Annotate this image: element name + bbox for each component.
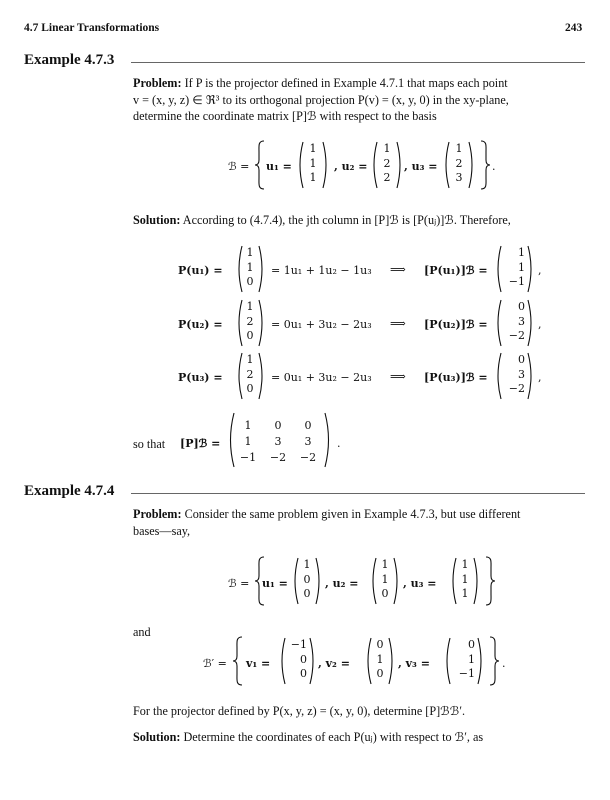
u2-vector: 1 2 2 <box>383 142 391 184</box>
u2-vector: 1 1 0 <box>381 558 389 600</box>
v2-vector: 0 1 0 <box>376 638 384 680</box>
paren-right <box>258 245 266 293</box>
coordinate-matrix: 1 0 0 1 3 3 −1 −2 −2 <box>239 419 317 464</box>
solution-text: According to (4.7.4), the jth column in [P]ℬ is [P(uⱼ)]ℬ. Therefore, <box>182 213 511 227</box>
paren-left <box>443 637 451 685</box>
paren-right <box>477 637 485 685</box>
paren-right <box>393 557 401 605</box>
paren-left <box>235 299 243 347</box>
solution-label: Solution: <box>133 213 181 227</box>
example-title: Example 4.7.3 <box>24 52 115 68</box>
implies-arrow: ⟹ <box>390 370 406 383</box>
row3-lhs: P(u₃) = <box>178 371 223 384</box>
u1-vector: 1 0 0 <box>303 558 311 600</box>
problem-label: Problem: <box>133 507 182 521</box>
row2-combination: = 0u₁ + 3u₂ − 2u₃ <box>271 318 372 331</box>
row3-combination: = 0u₁ + 3u₂ − 2u₃ <box>271 371 372 384</box>
paren-right <box>309 637 317 685</box>
row1-lhs: P(u₁) = <box>178 264 223 277</box>
problem-line-1: If P is the projector defined in Example 4.7.1 that maps each point <box>184 76 508 90</box>
paren-right <box>468 141 476 189</box>
solution-text: Determine the coordinates of each P(uⱼ) with respect to ℬ′, as <box>183 730 484 744</box>
v1-vector: −1 0 0 <box>290 638 307 680</box>
u1-label: u₁ = <box>266 160 292 173</box>
row3-rhs: [P(u₃)]ℬ = <box>424 371 488 384</box>
u3-vector: 1 2 3 <box>455 142 463 184</box>
matrix-lhs: [P]ℬ = <box>180 437 221 450</box>
row1-combination: = 1u₁ + 1u₂ − 1u₃ <box>271 264 372 277</box>
v3-vector: 0 1 −1 <box>458 638 475 680</box>
paren-right <box>258 352 266 400</box>
right-curly-brace <box>484 556 496 606</box>
implies-arrow: ⟹ <box>390 263 406 276</box>
v2-label: , v₂ = <box>318 657 350 670</box>
implies-arrow: ⟹ <box>390 317 406 330</box>
v3-label: , v₃ = <box>398 657 430 670</box>
basis-bprime-lhs: ℬ′ = <box>203 657 227 670</box>
problem-paragraph <box>133 506 588 539</box>
paren-left <box>364 637 372 685</box>
running-header-section: 4.7 Linear Transformations <box>24 22 160 34</box>
problem-paragraph <box>133 75 588 125</box>
projector-text: For the projector defined by P(x, y, z) = (x, y, 0), determine [P]ℬℬ′. <box>133 704 466 718</box>
basis-end: . <box>492 160 496 173</box>
paren-right <box>527 299 535 347</box>
problem-line-3: determine the coordinate matrix [P]ℬ with respect to the basis <box>133 109 437 123</box>
row2-coordinates: 0 3 −2 <box>508 300 525 342</box>
paren-left <box>296 141 304 189</box>
paren-left <box>442 141 450 189</box>
paren-left <box>235 352 243 400</box>
row2-rhs: [P(u₂)]ℬ = <box>424 318 488 331</box>
row1-rhs: [P(u₁)]ℬ = <box>424 264 488 277</box>
basis-b-lhs: ℬ = <box>228 577 250 590</box>
paren-right <box>473 557 481 605</box>
u3-label: , u₃ = <box>403 577 437 590</box>
solution-paragraph <box>133 729 588 746</box>
left-curly-brace <box>232 636 244 686</box>
problem-line-1: Consider the same problem given in Example 4.7.3, but use different <box>184 507 521 521</box>
paren-left <box>449 557 457 605</box>
row3-end: , <box>538 371 542 384</box>
paren-left <box>370 141 378 189</box>
u1-vector: 1 1 1 <box>309 142 317 184</box>
paren-right <box>322 141 330 189</box>
title-rule <box>131 62 585 63</box>
example-title: Example 4.7.4 <box>24 483 115 499</box>
row3-vector: 1 2 0 <box>246 353 254 395</box>
paren-right <box>315 557 323 605</box>
problem-line-2: bases—say, <box>133 523 191 538</box>
paren-left <box>235 245 243 293</box>
u2-label: , u₂ = <box>334 160 368 173</box>
paren-right <box>258 299 266 347</box>
paren-right <box>388 637 396 685</box>
solution-label: Solution: <box>133 730 181 744</box>
paren-left <box>494 352 502 400</box>
page-number: 243 <box>565 22 583 34</box>
u1-label: u₁ = <box>262 577 288 590</box>
problem-label: Problem: <box>133 76 182 90</box>
u2-label: , u₂ = <box>325 577 359 590</box>
row1-end: , <box>538 264 542 277</box>
paren-left <box>494 245 502 293</box>
paren-left <box>291 557 299 605</box>
problem-line-2: v = (x, y, z) ∈ ℜ³ to its orthogonal projection P(v) = (x, y, 0) in the xy-plane, <box>133 92 509 107</box>
row2-end: , <box>538 318 542 331</box>
basis-bprime-end: . <box>502 657 506 670</box>
row1-vector: 1 1 0 <box>246 246 254 288</box>
right-curly-brace <box>479 140 491 190</box>
paren-right <box>527 245 535 293</box>
right-curly-brace <box>488 636 500 686</box>
u3-vector: 1 1 1 <box>461 558 469 600</box>
paren-right <box>527 352 535 400</box>
v1-label: v₁ = <box>246 657 271 670</box>
row3-coordinates: 0 3 −2 <box>508 353 525 395</box>
paren-right <box>324 412 333 468</box>
paren-right <box>396 141 404 189</box>
basis-lhs: ℬ = <box>228 160 250 173</box>
row1-coordinates: 1 1 −1 <box>508 246 525 288</box>
title-rule <box>131 493 585 494</box>
row2-lhs: P(u₂) = <box>178 318 223 331</box>
so-that-text: so that <box>133 437 166 451</box>
row2-vector: 1 2 0 <box>246 300 254 342</box>
solution-paragraph <box>133 212 588 229</box>
paren-left <box>494 299 502 347</box>
paren-left <box>369 557 377 605</box>
left-curly-brace <box>254 140 266 190</box>
matrix-end: . <box>337 437 341 450</box>
and-text: and <box>133 625 151 639</box>
u3-label: , u₃ = <box>404 160 438 173</box>
